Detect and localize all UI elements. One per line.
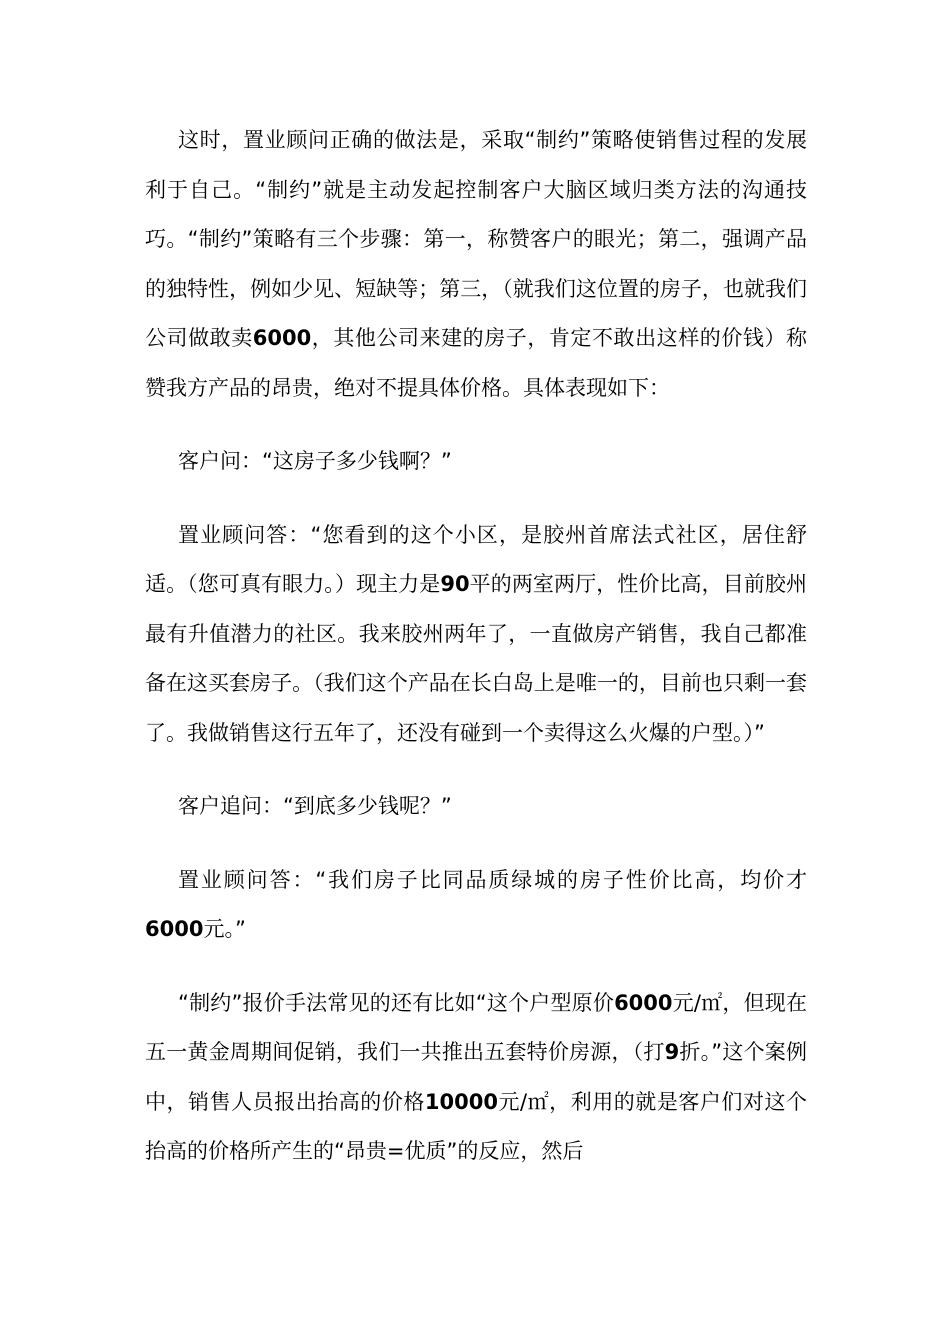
text-segment: 这时，置业顾问正确的做法是，采取“制约”策略使销售过程的发展利于自己。“制约”就是主动发起控制客户大脑区域归类方法的沟通技巧。“制约”策略有三个步骤：第一，称赞客户的眼光；第二，强调产品的独特性，例如少见、短缺等；第三，（就我们这位置的房子，也就我们公司做敢卖 — [145, 128, 807, 350]
text-segment: 客户追问：“到底多少钱呢？” — [178, 794, 452, 818]
text-segment: 元/㎡，但现在五一黄金周期间促销，我们一共推出五套特价房源，（打 — [145, 990, 807, 1064]
document-body — [145, 116, 807, 1201]
text-segment: “制约”报价手法常见的还有比如“这个户型原价 — [178, 990, 615, 1015]
paragraph-strategy-intro — [145, 116, 807, 413]
number-90: 90 — [440, 572, 470, 596]
paragraph-customer-followup — [145, 782, 807, 832]
text-segment: 置业顾问答：“您看到的这个小区，是胶州首席法式社区，居住舒适。（您可真有眼力。）现主力是 — [145, 522, 807, 596]
paragraph-customer-question — [145, 437, 807, 487]
text-segment: ，其他公司来建的房子，肯定不敢出这样的价钱）称赞我方产品的昂贵，绝对不提具体价格。具体表现如下： — [145, 326, 808, 400]
text-segment: 折。”这个案例中，销售人员报出抬高的价格 — [145, 1040, 808, 1114]
text-segment: 优质”的反应，然后 — [404, 1139, 584, 1163]
paragraph-pricing-example — [145, 979, 807, 1177]
text-segment: 元。” — [203, 917, 246, 941]
text-segment: 客户问：“这房子多少钱啊？” — [178, 449, 452, 473]
number-6000: 6000 — [614, 990, 673, 1015]
number-6000: 6000 — [252, 326, 312, 350]
number-9: 9 — [664, 1040, 680, 1064]
paragraph-consultant-answer — [145, 511, 807, 759]
text-segment: 置业顾问答：“我们房子比同品质绿城的房子性价比高，均价才 — [178, 867, 807, 892]
paragraph-consultant-price — [145, 856, 807, 955]
text-segment: 平的两室两厅，性价比高，目前胶州最有升值潜力的社区。我来胶州两年了，一直做房产销售，我自己都准备在这买套房子。（我们这个产品在长白岛上是唯一的，目前也只剩一套了。我做销售这行五年了，还没有碰到一个卖得这么火爆的户型。）” — [145, 572, 808, 745]
number-10000: 10000 — [424, 1089, 498, 1114]
text-segment: 元/㎡，利用的就是客户们对这个抬高的价格所产生的“昂贵= — [145, 1089, 808, 1163]
number-6000: 6000 — [145, 917, 204, 941]
